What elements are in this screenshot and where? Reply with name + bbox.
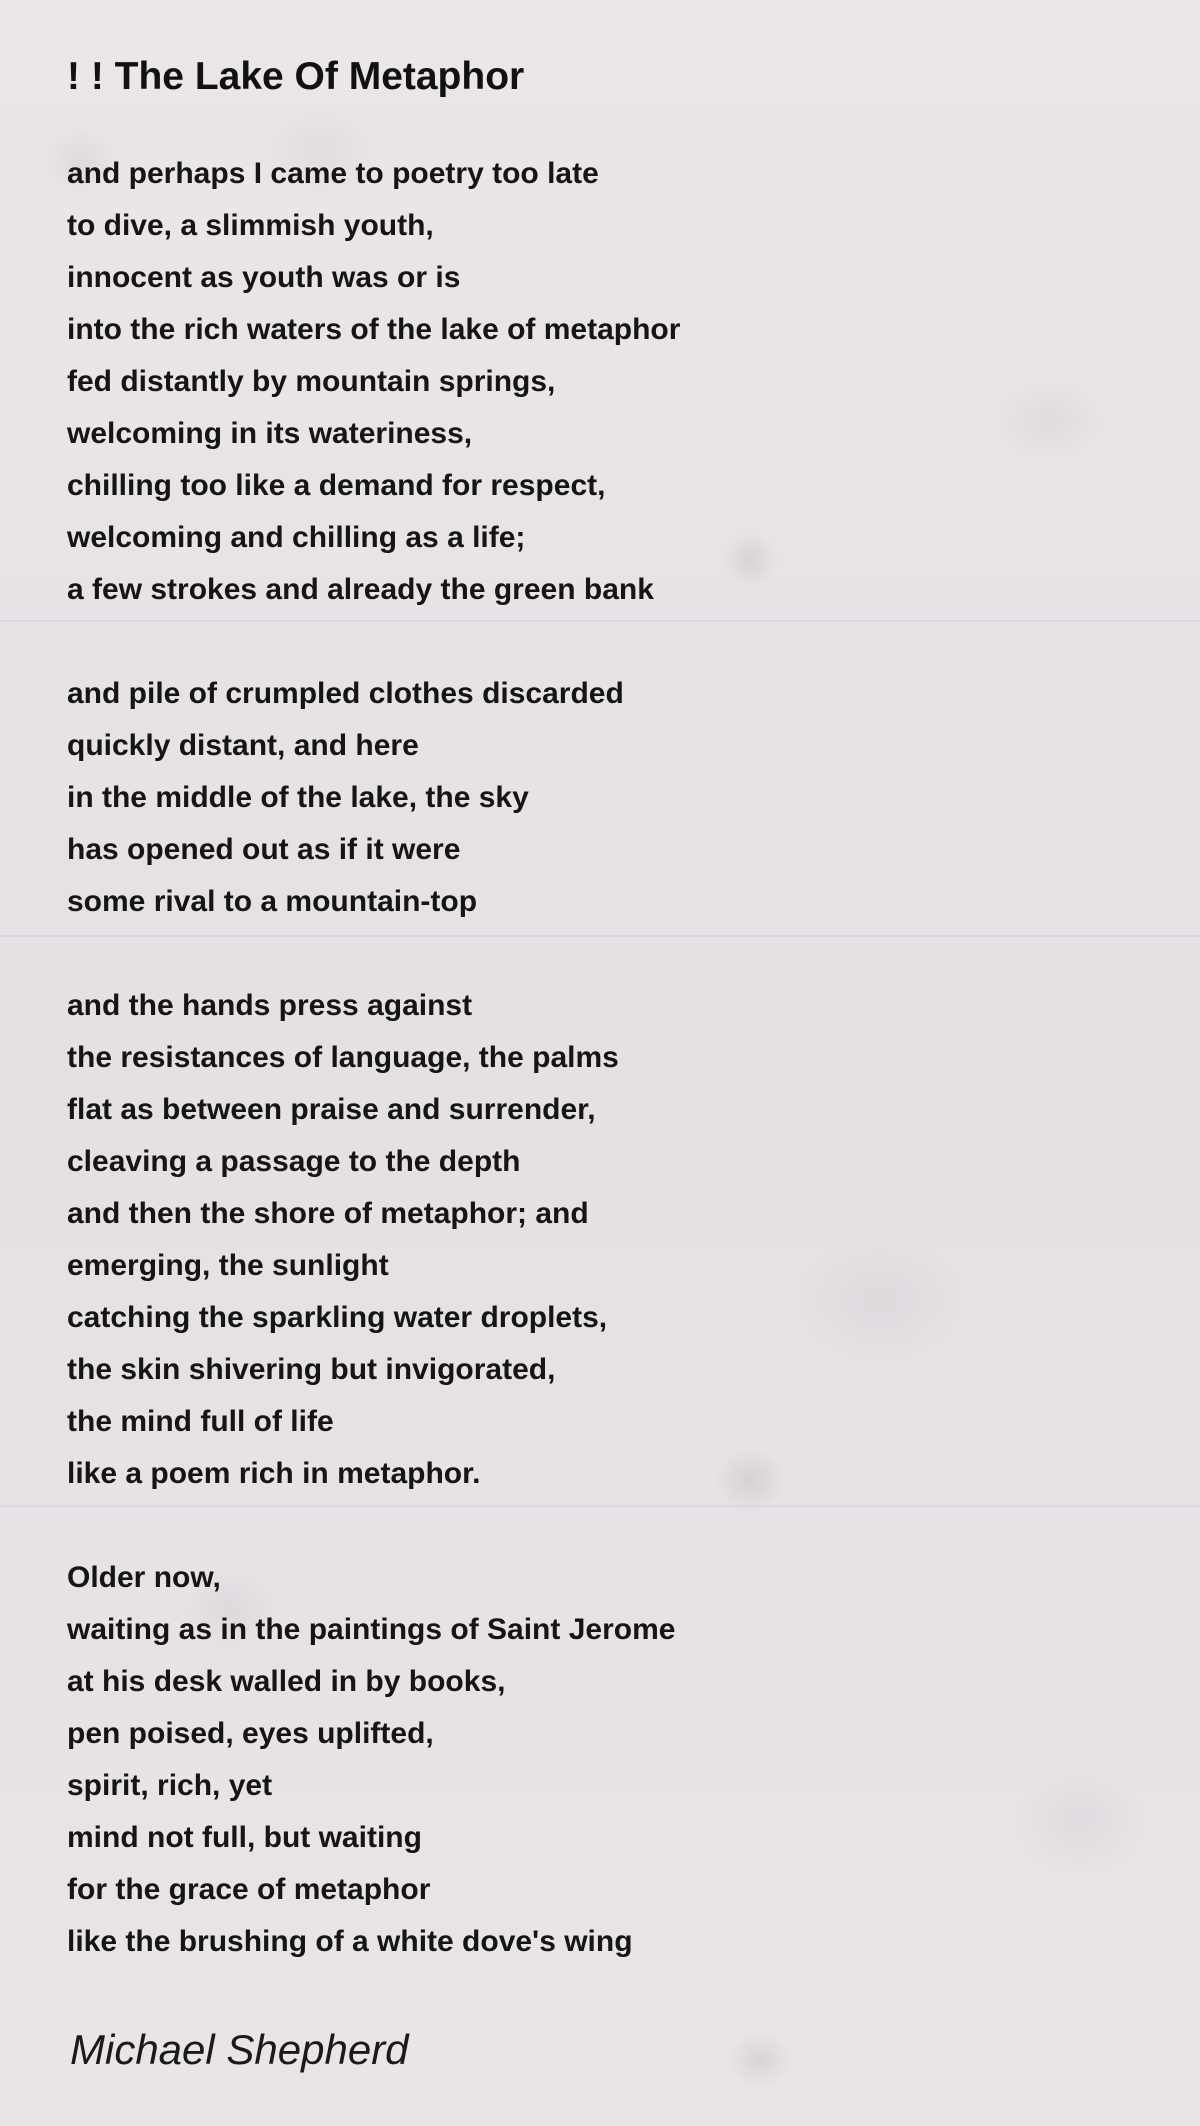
poem-line: in the middle of the lake, the sky — [67, 781, 529, 814]
poem-line: like a poem rich in metaphor. — [67, 1457, 481, 1490]
poem-line: the skin shivering but invigorated, — [67, 1353, 556, 1386]
poem-container — [67, 40, 1147, 2020]
poem-line: emerging, the sunlight — [67, 1249, 389, 1282]
poem-author: Michael Shepherd — [70, 2026, 409, 2073]
poem-line: flat as between praise and surrender, — [67, 1093, 596, 1126]
poem-line: the mind full of life — [67, 1405, 334, 1438]
poem-line: to dive, a slimmish youth, — [67, 209, 434, 242]
poem-line: quickly distant, and here — [67, 729, 419, 762]
poem-line: waiting as in the paintings of Saint Jerome — [67, 1613, 676, 1646]
stanza-2 — [67, 668, 1147, 928]
poem-line: has opened out as if it were — [67, 833, 461, 866]
stanza-1 — [67, 148, 1147, 616]
poem-line: into the rich waters of the lake of metaphor — [67, 313, 681, 346]
poem-line: welcoming and chilling as a life; — [67, 521, 526, 554]
poem-line: cleaving a passage to the depth — [67, 1145, 521, 1178]
poem-line: Older now, — [67, 1561, 221, 1594]
poem-line: mind not full, but waiting — [67, 1821, 422, 1854]
poem-line: at his desk walled in by books, — [67, 1665, 506, 1698]
poem-line: some rival to a mountain-top — [67, 885, 478, 918]
poem-line: and pile of crumpled clothes discarded — [67, 677, 624, 710]
poem-line: and then the shore of metaphor; and — [67, 1197, 589, 1230]
stanza-4 — [67, 1552, 1147, 1968]
stanza-3 — [67, 980, 1147, 1500]
poem-line: a few strokes and already the green bank — [67, 573, 654, 606]
poem-line: the resistances of language, the palms — [67, 1041, 619, 1074]
poem-line: chilling too like a demand for respect, — [67, 469, 606, 502]
poem-line: spirit, rich, yet — [67, 1769, 273, 1802]
poem-line: welcoming in its wateriness, — [67, 417, 473, 450]
poem-title: ! ! The Lake Of Metaphor — [67, 55, 525, 98]
poem-line: and the hands press against — [67, 989, 473, 1022]
poem-line: for the grace of metaphor — [67, 1873, 431, 1906]
poem-line: catching the sparkling water droplets, — [67, 1301, 608, 1334]
poem-line: like the brushing of a white dove's wing — [67, 1925, 633, 1958]
poem-line: innocent as youth was or is — [67, 261, 461, 294]
poem-line: fed distantly by mountain springs, — [67, 365, 556, 398]
poem-line: and perhaps I came to poetry too late — [67, 157, 599, 190]
poem-line: pen poised, eyes uplifted, — [67, 1717, 434, 1750]
